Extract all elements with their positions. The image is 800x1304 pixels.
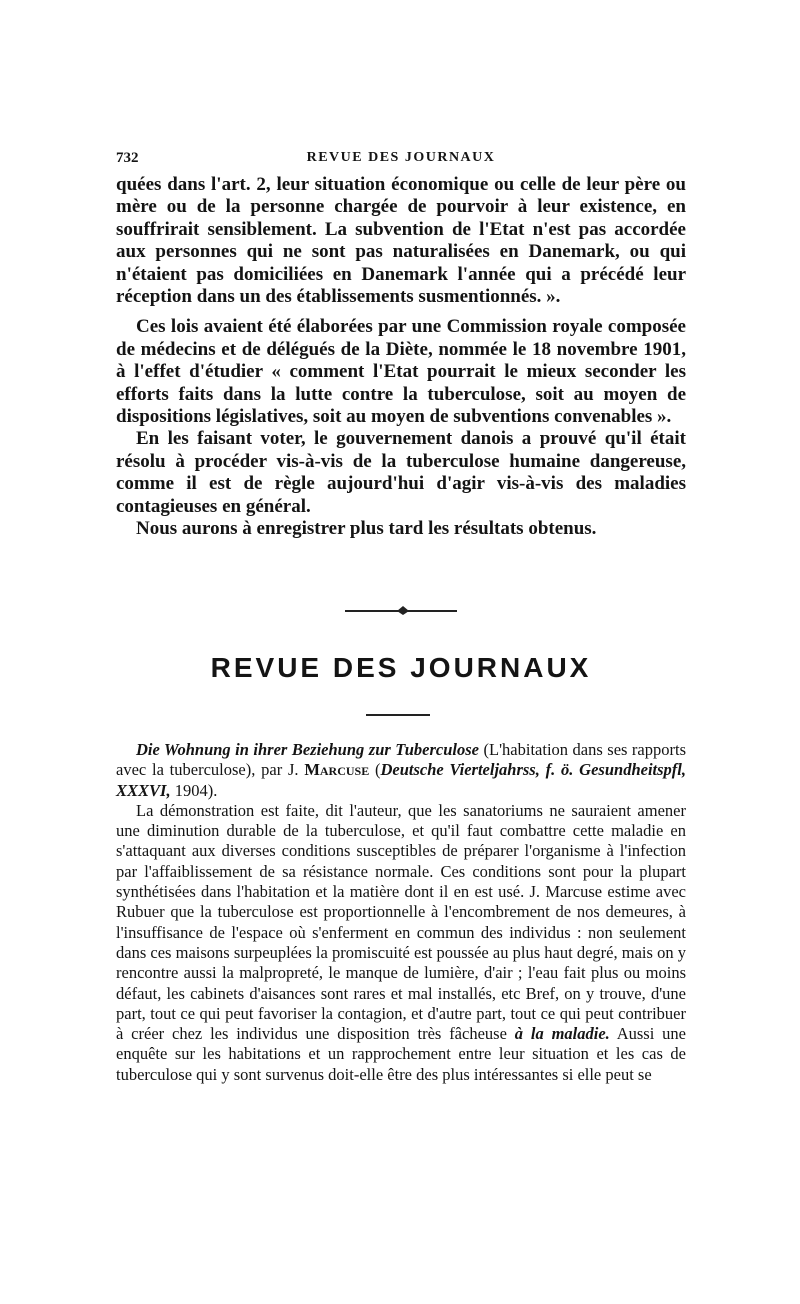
paragraph: Nous aurons à enregistrer plus tard les résultats obtenus. (136, 518, 597, 540)
page-number: 732 (116, 150, 139, 166)
running-title: REVUE DES JOURNAUX (306, 150, 496, 165)
review-text: La démonstration est faite, dit l'auteur, que les sanatoriums ne sauraient amener une diminution durable de la tuberculose, et qu'il faut combattre cette maladie en s'attaquant aux diverses conditions susceptibles de préparer l'organisme à l'infection par l'affaiblissement de sa résistance normale. Ces conditions sont pour la plupart synthétisées dans l'habitation et la matière dont il en est usé. J. Marcuse estime avec Rubuer que la tuberculose est proportionnelle à l'encombrement de nos demeures, à l'insuffisance de l'espace où s'enferment en commun des individus : non seulement dans ces maisons surpeuplées la promiscuité est poussée au plus haut degré, mais on y rencontre aussi la malpropreté, le manque de lumière, d'air ; l'eau fait plus ou moins défaut, les cabinets d'aisances sont rares et mal installés, etc Bref, on y trouve, d'une part, tout ce qui peut favoriser la contagion, et d'autre part, tout ce qui peut contribuer à créer chez les individus une disposition très fâcheuse (116, 800, 686, 1044)
paragraph: En les faisant voter, le gouvernement danois a prouvé qu'il était résolu à procéder vis-à-vis de la tuberculose humaine dangereuse, comme il est de règle aujourd'hui d'agir vis-à-vis des maladies contagieuses en général. (116, 428, 686, 517)
separator-ornament (345, 604, 457, 616)
review-text-italic: à la maladie. (514, 1024, 610, 1044)
review-body (116, 801, 686, 1085)
paragraph: Ces lois avaient été élaborées par une Commission royale composée de médecins et de délégués de la Diète, nommée le 18 novembre 1901, à l'effet d'étudier « comment l'Etat pourrait le mieux seconder les efforts faits dans la lutte contre la tuberculose, soit au moyen de dispositions législatives, soit au moyen de subventions convenables ». (116, 316, 686, 428)
running-head (116, 150, 686, 172)
review-author: Marcuse (304, 760, 370, 780)
review-title: Die Wohnung in ihrer Beziehung zur Tuberculose (136, 740, 480, 759)
body-text (116, 174, 686, 541)
paragraph-continued: quées dans l'art. 2, leur situation économique ou celle de leur père ou mère ou de la personne chargée de pourvoir à leur existence, en souffrirait sensiblement. La subvention de l'Etat n'est pas accordée aux personnes qui ne sont pas naturalisées en Danemark, ou qui n'étaient pas domiciliées en Danemark l'année qui a précédé leur réception dans un des établissements susmentionnés. ». (116, 174, 686, 308)
review-source: Deutsche Vierteljahrss, f. ö. Gesundheitspfl, XXXVI, (116, 760, 686, 800)
review-heading (116, 740, 686, 801)
review-title-translation: (L'habitation dans ses rapports avec la tuberculose), par J. (116, 740, 686, 780)
review-entry (116, 740, 686, 1085)
section-title: REVUE DES JOURNAUX (210, 652, 592, 683)
review-text-end: Aussi une enquête sur les habitations et un rapprochement entre leur situation et les cas de tuberculose qui y sont survenus doit-elle être des plus intéressantes si elle peut se (116, 1024, 686, 1084)
title-rule (366, 714, 430, 716)
review-source-open: ( (369, 760, 381, 780)
review-source-close: 1904). (170, 780, 218, 800)
